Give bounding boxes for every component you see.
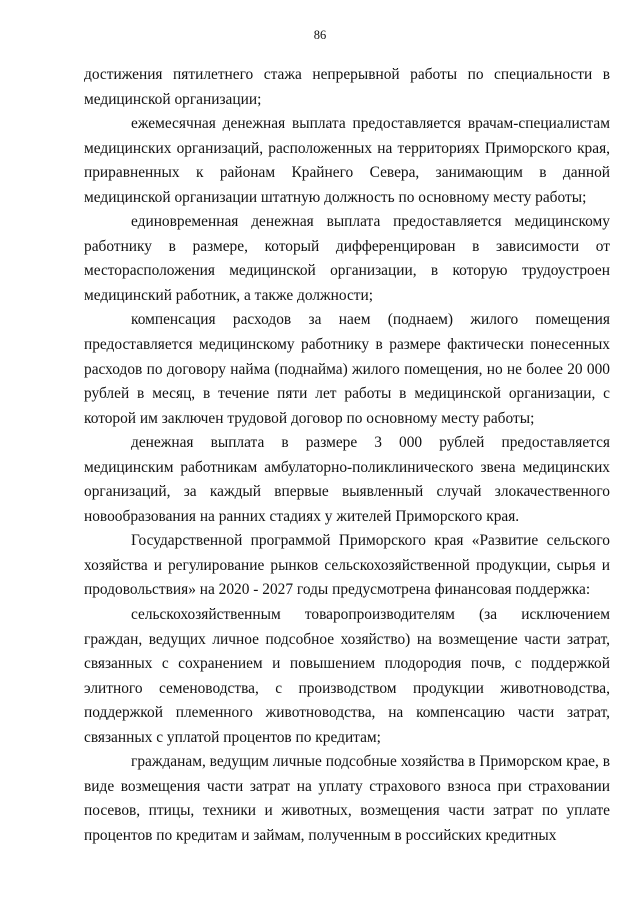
paragraph-private-households: гражданам, ведущим личные подсобные хозяйства в Приморском крае, в виде возмещения части затрат на уплату страхового взноса при страховании посевов, птицы, техники и животных, возмещения части затрат по уплате процентов по кредитам и займам, полученным в российских кредитных: [84, 753, 610, 844]
page-number: 86: [313, 28, 327, 42]
document-body: [84, 63, 610, 849]
paragraph-agriculture-program: Государственной программой Приморского края «Развитие сельского хозяйства и регулирование рынков сельскохозяйственной продукции, сырья и продовольствия» на 2020 - 2027 годы предусмотрена финансовая поддержка:: [84, 532, 610, 599]
paragraph-continuation: достижения пятилетнего стажа непрерывной работы по специальности в медицинской организации;: [84, 66, 610, 108]
paragraph-housing-compensation: компенсация расходов за наем (поднаем) жилого помещения предоставляется медицинскому работнику в размере фактически понесенных расходов по договору найма (поднайма) жилого помещения, но не более 20 000 рублей в месяц, в течение пяти лет работы в медицинской организации, с которой им заключен трудовой договор по основному месту работы;: [84, 311, 610, 427]
paragraph-agricultural-producers: сельскохозяйственным товаропроизводителям (за исключением граждан, ведущих личное подсобное хозяйство) на возмещение части затрат, связанных с сохранением и повышением плодородия почв, с поддержкой элитного семеноводства, с производством продукции животноводства, поддержкой племенного животноводства, на компенсацию части затрат, связанных с уплатой процентов по кредитам;: [84, 606, 610, 746]
paragraph-monthly-payment: ежемесячная денежная выплата предоставляется врачам-специалистам медицинских организаций, расположенных на территориях Приморского края, приравненных к районам Крайнего Севера, занимающим в данной медицинской организации штатную должность по основному месту работы;: [84, 115, 610, 206]
paragraph-cancer-detection-payment: денежная выплата в размере 3 000 рублей предоставляется медицинским работникам амбулаторно-поликлинического звена медицинских организаций, за каждый впервые выявленный случай злокачественного новообразования на ранних стадиях у жителей Приморского края.: [84, 434, 610, 525]
paragraph-lump-sum-payment: единовременная денежная выплата предоставляется медицинскому работнику в размере, который дифференцирован в зависимости от месторасположения медицинской организации, в которую трудоустроен медицинский работник, а также должности;: [84, 213, 610, 304]
